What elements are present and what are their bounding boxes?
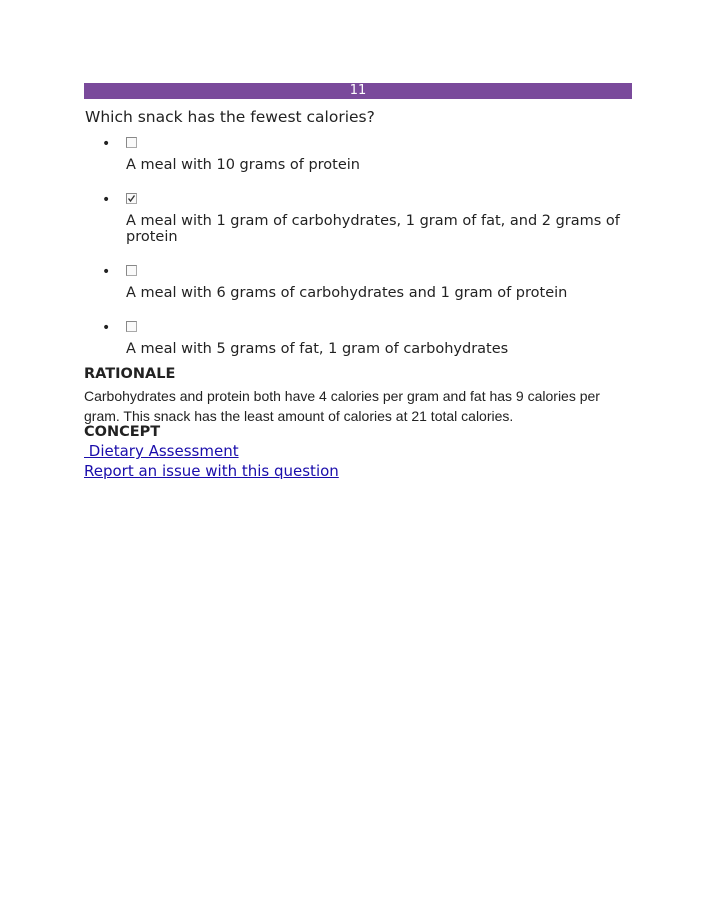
bullet-icon: • bbox=[102, 192, 111, 208]
bullet-icon: • bbox=[102, 264, 111, 280]
concept-heading: CONCEPT bbox=[84, 424, 161, 440]
question-text: Which snack has the fewest calories? bbox=[85, 108, 375, 126]
answer-option-label: A meal with 1 gram of carbohydrates, 1 gram of fat, and 2 grams of protein bbox=[126, 213, 620, 245]
bullet-icon: • bbox=[102, 320, 111, 336]
answer-option-label: A meal with 5 grams of fat, 1 gram of carbohydrates bbox=[126, 341, 509, 357]
answer-option bbox=[84, 265, 632, 321]
checkbox-unchecked-icon[interactable] bbox=[126, 265, 137, 276]
question-number-bar: 11 bbox=[84, 83, 632, 99]
bullet-icon: • bbox=[102, 136, 111, 152]
rationale-text: Carbohydrates and protein both have 4 calories per gram and fat has 9 calories per gram. This snack has the least amount of calories at 21 total calories. bbox=[84, 388, 600, 424]
checkbox-unchecked-icon[interactable] bbox=[126, 137, 137, 148]
answer-options bbox=[84, 137, 632, 361]
answer-option bbox=[84, 193, 632, 265]
checkbox-checked-icon[interactable] bbox=[126, 193, 137, 204]
rationale-heading: RATIONALE bbox=[84, 366, 176, 382]
answer-option-label: A meal with 10 grams of protein bbox=[126, 157, 360, 173]
answer-option bbox=[84, 137, 632, 193]
question-block bbox=[84, 83, 632, 481]
report-issue-link[interactable]: Report an issue with this question bbox=[84, 462, 339, 480]
answer-option bbox=[84, 321, 632, 361]
answer-option-label: A meal with 6 grams of carbohydrates and 1 gram of protein bbox=[126, 285, 568, 301]
concept-link[interactable]: Dietary Assessment bbox=[84, 442, 239, 460]
checkbox-unchecked-icon[interactable] bbox=[126, 321, 137, 332]
